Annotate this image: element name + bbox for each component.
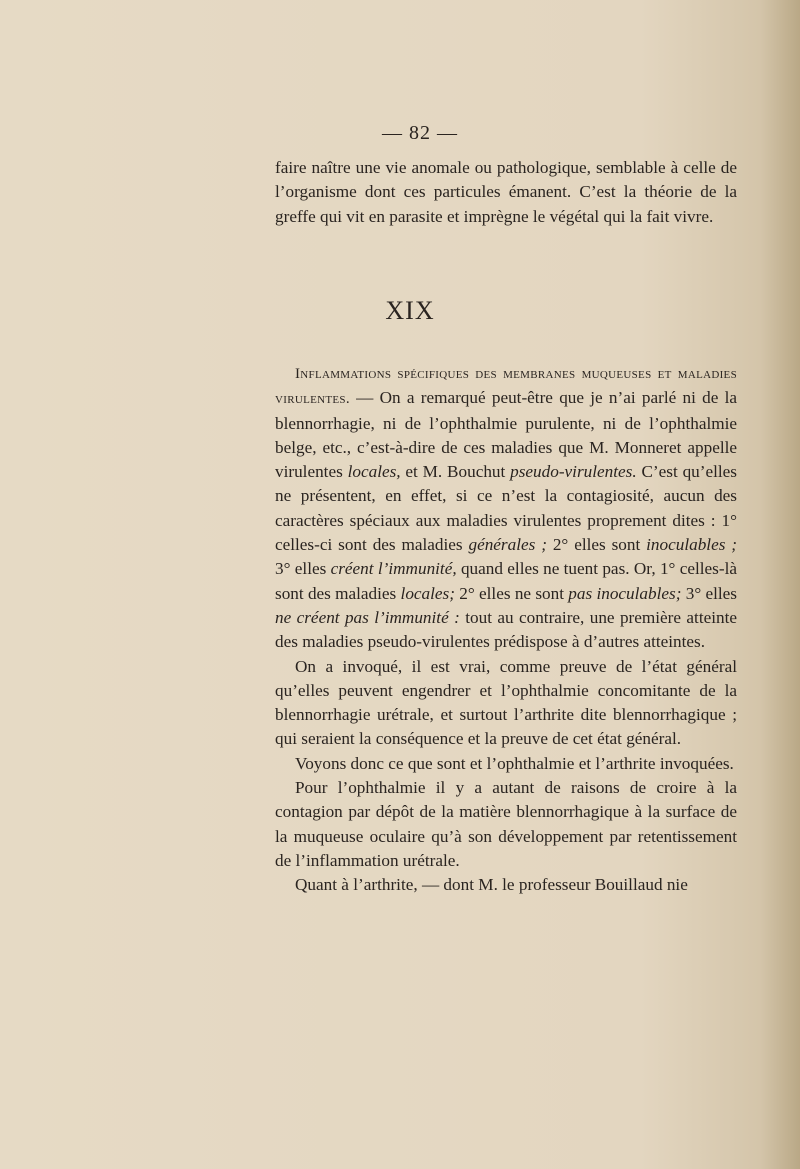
italic-run: générales ; [468,535,547,555]
text-run: quand elles ne tuent pas. Or, 1° celles-là sont des maladies [275,559,737,603]
italic-run: créent l’immunité, [330,559,457,579]
paragraph-2: On a invoqué, il est vrai, comme preuve de l’état général qu’elles peuvent engendrer et l’ophthalmie concomitante de la blennorrhagie urétrale, et surtout l’arthrite dite blennorrhagique ; qui seraient la conséquence et la preuve de cet état général. [275,656,737,749]
italic-run: inoculables ; [646,535,737,555]
paragraph-1 [275,361,737,655]
paragraph-4: Pour l’ophthalmie il y a autant de raisons de croire à la contagion par dépôt de la matière blennorrhagique à la surface de la muqueuse oculaire qu’à son développement par retentissement de l’inflammation urétrale. [275,778,737,870]
text-run: C’est qu’elles ne présentent, en effet, si ce n’est la contagiosité, aucun des caractères spéciaux aux maladies virulentes proprement dites : 1° celles-ci sont des maladies [275,462,737,555]
text-run: 2° elles sont [546,535,647,555]
paragraph-text: faire naître une vie anomale ou pathologique, semblable à celle de l’organisme dont ces particules émanent. C’est la théorie de la greffe qui vit en parasite et imprègne le végétal qui la fait vivre. [275,158,737,226]
paragraph-5: Quant à l’arthrite, — dont M. le professeur Bouillaud nie [295,875,688,895]
italic-run: pseudo-virulentes. [510,462,637,482]
text-run: 3° elles [275,559,331,579]
italic-run: pas inoculables; [568,583,682,603]
text-run: 2° elles ne sont [454,583,569,603]
italic-run: locales, [347,462,401,482]
section-heading: XIX [385,296,435,325]
text-run: et M. Bouchut [400,462,511,482]
italic-run: locales; [400,583,455,603]
paragraph-3: Voyons donc ce que sont et l’ophthalmie et l’arthrite invoquées. [295,753,734,773]
page-number: — 82 — [382,122,458,144]
text-run: tout au contraire, une première atteinte des maladies pseudo-virulentes prédispose à d’autres atteintes. [275,607,738,652]
continuation-paragraph [275,156,737,229]
text-run: — On a remarqué peut-être que je n’ai parlé ni de la blennorrhagie, ni de l’ophthalmie purulente, ni de l’ophthalmie belge, etc., c’est-à-dire de ces maladies que M. Monneret appelle virulentes [275,388,737,482]
text-run: 3° elles [681,583,737,603]
italic-run: ne créent pas l’immunité : [275,607,460,627]
section-title: Inflammations spécifiques des membranes muqueuses et maladies virulentes. [275,366,737,408]
section-body [275,361,737,898]
